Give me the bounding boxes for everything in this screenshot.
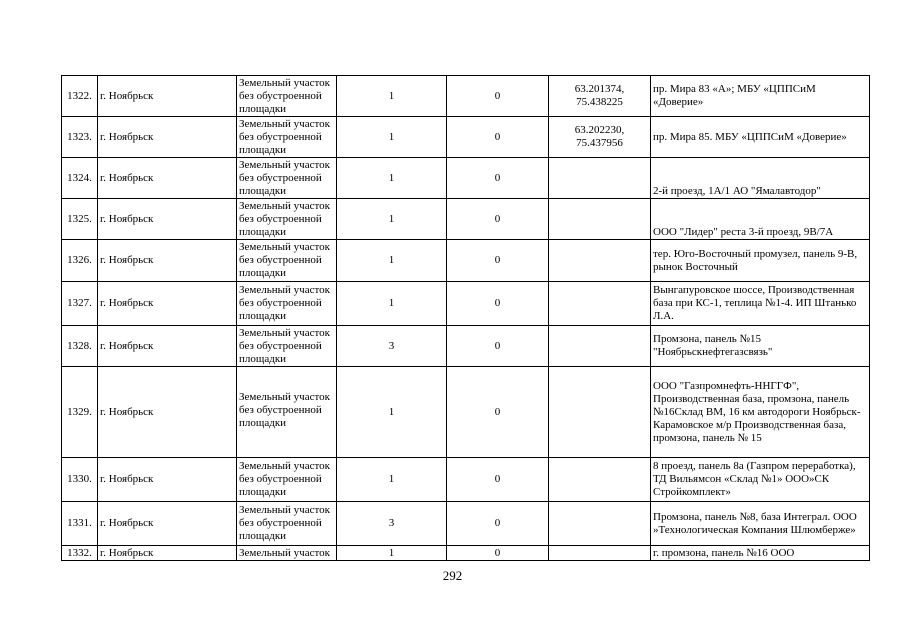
city-cell: г. Ноябрьск [98,240,237,282]
object-type-cell: Земельный участок без обустроенной площадки [237,502,337,546]
city-cell: г. Ноябрьск [98,502,237,546]
object-type-cell: Земельный участок [237,546,337,561]
count-cell: 0 [447,502,549,546]
coordinates-cell [549,158,651,199]
city-cell: г. Ноябрьск [98,117,237,158]
quantity-cell: 1 [337,367,447,458]
quantity-cell: 1 [337,158,447,199]
coordinates-cell [549,458,651,502]
object-type-cell: Земельный участок без обустроенной площадки [237,158,337,199]
object-type-cell: Земельный участок без обустроенной площадки [237,76,337,117]
address-cell: Промзона, панель №8, база Интеграл. ООО »Технологическая Компания Шлюмберже» [651,502,870,546]
address-cell: Промзона, панель №15 "Ноябрьскнефтегазсвязь" [651,326,870,367]
table-row [62,502,870,546]
count-cell: 0 [447,282,549,326]
registry-table-body [62,76,870,561]
coordinates-cell: 63.201374, 75.438225 [549,76,651,117]
row-number: 1332. [62,546,98,561]
city-cell: г. Ноябрьск [98,458,237,502]
coordinates-cell: 63.202230, 75.437956 [549,117,651,158]
object-type-cell: Земельный участок без обустроенной площадки [237,282,337,326]
quantity-cell: 3 [337,502,447,546]
table-row [62,76,870,117]
row-number: 1323. [62,117,98,158]
table-row [62,199,870,240]
city-cell: г. Ноябрьск [98,282,237,326]
row-number: 1328. [62,326,98,367]
count-cell: 0 [447,117,549,158]
address-cell: пр. Мира 85. МБУ «ЦППСиМ «Доверие» [651,117,870,158]
address-cell: тер. Юго-Восточный промузел, панель 9-В, рынок Восточный [651,240,870,282]
row-number: 1326. [62,240,98,282]
quantity-cell: 1 [337,117,447,158]
object-type-cell: Земельный участок без обустроенной площадки [237,117,337,158]
coordinates-cell [549,367,651,458]
count-cell: 0 [447,158,549,199]
quantity-cell: 1 [337,240,447,282]
quantity-cell: 1 [337,282,447,326]
table-row [62,367,870,458]
table-row [62,546,870,561]
city-cell: г. Ноябрьск [98,199,237,240]
city-cell: г. Ноябрьск [98,367,237,458]
row-number: 1325. [62,199,98,240]
count-cell: 0 [447,326,549,367]
count-cell: 0 [447,240,549,282]
row-number: 1329. [62,367,98,458]
address-cell: Вынгапуровское шоссе, Производственная база при КС-1, теплица №1-4. ИП Штанько Л.А. [651,282,870,326]
city-cell: г. Ноябрьск [98,158,237,199]
object-type-cell: Земельный участок без обустроенной площадки [237,240,337,282]
coordinates-cell [549,546,651,561]
object-type-cell: Земельный участок без обустроенной площадки [237,326,337,367]
object-type-cell: Земельный участок без обустроенной площадки [237,199,337,240]
coordinates-cell [549,240,651,282]
coordinates-cell [549,282,651,326]
table-row [62,117,870,158]
table-row [62,282,870,326]
table-row [62,326,870,367]
row-number: 1331. [62,502,98,546]
row-number: 1324. [62,158,98,199]
address-cell: г. промзона, панель №16 ООО [651,546,870,561]
count-cell: 0 [447,458,549,502]
table-row [62,158,870,199]
quantity-cell: 1 [337,76,447,117]
registry-table [61,75,870,561]
address-cell: 2-й проезд, 1А/1 АО "Ямалавтодор" [651,158,870,199]
row-number: 1322. [62,76,98,117]
address-cell: ООО "Лидер" реста 3-й проезд, 9В/7А [651,199,870,240]
table-row [62,458,870,502]
table-row [62,240,870,282]
quantity-cell: 1 [337,199,447,240]
coordinates-cell [549,199,651,240]
address-cell: пр. Мира 83 «А»; МБУ «ЦППСиМ «Доверие» [651,76,870,117]
row-number: 1327. [62,282,98,326]
object-type-cell: Земельный участок без обустроенной площадки [237,367,337,458]
count-cell: 0 [447,76,549,117]
count-cell: 0 [447,367,549,458]
count-cell: 0 [447,546,549,561]
address-cell: ООО "Газпромнефть-ННГГФ", Производственная база, промзона, панель №16Склад ВМ, 16 км автодороги Ноябрьск-Карамовское м/р Производственная база, промзона, панель № 15 [651,367,870,458]
quantity-cell: 1 [337,546,447,561]
page-number: 292 [442,568,463,583]
coordinates-cell [549,326,651,367]
row-number: 1330. [62,458,98,502]
city-cell: г. Ноябрьск [98,326,237,367]
address-cell: 8 проезд, панель 8а (Газпром переработка), ТД Вильямсон «Склад №1» ООО»СК Стройкомплект» [651,458,870,502]
object-type-cell: Земельный участок без обустроенной площадки [237,458,337,502]
quantity-cell: 1 [337,458,447,502]
coordinates-cell [549,502,651,546]
count-cell: 0 [447,199,549,240]
city-cell: г. Ноябрьск [98,546,237,561]
city-cell: г. Ноябрьск [98,76,237,117]
quantity-cell: 3 [337,326,447,367]
